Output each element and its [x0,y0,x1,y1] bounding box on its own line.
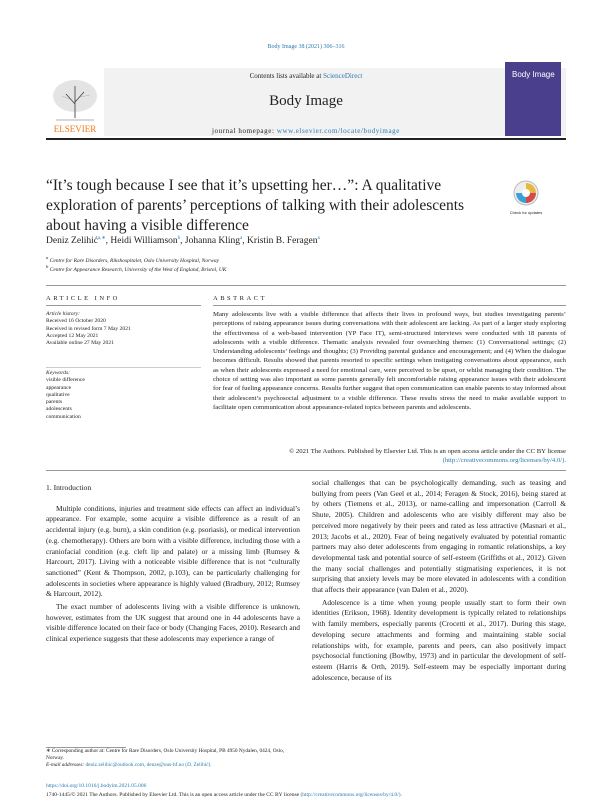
affiliation: $^b$ Centre for Appearance Research, University of the West of England, Bristol, UK [46,264,227,273]
check-for-updates-icon[interactable] [512,179,540,209]
article-history: Article history: Received 16 October 2020 Received in revised form 7 May 2021 Accepted 12 May 2021 Available online 27 May 2021 [46,311,131,347]
keyword: adolescents [46,406,72,413]
keywords-list: Keywords: visible difference appearance qualitative parents adolescents communication [46,370,196,421]
email-link[interactable]: deniz.zelihic@outlook.com, denze@ous-hf.no (D. Zelihić). [85,762,212,768]
divider [46,367,201,368]
article-info-heading: ARTICLE INFO [46,295,120,302]
affiliation: $^a$ Centre for Rare Disorders, Rikshospitalet, Oslo University Hospital, Norway [46,255,220,264]
author-name: Kristin B. Feragen [247,236,318,247]
footnotes: ∗ Corresponding author at: Centre for Rare Disorders, Oslo University Hospital, PB 4950 Nydalen, 0424, Oslo, Norway. E-mail addresses: deniz.zelihic@outlook.com, denze@ous-hf.no (D. Zelihić). [46,748,300,769]
paragraph: Multiple conditions, injuries and treatment side effects can affect an individual’s appearance. For example, some acquire a visible difference as a result of an accidental injury (e.g. burn), a skin condition (e.g. psoriasis), or medical intervention (e.g. chemotherapy). Others are born with a visible difference, including those with a craniofacial condition (e.g. cleft lip and palate) or a missing limb (Rumsey & Harcourt, 2017). Living with a noticeable visible difference that is not “culturally sanctioned” (Kent & Thompson, 2002, p.103), can be particularly challenging for adolescents in societies where appearance is highly valued (Bradbury, 2012; Rumsey & Harcourt, 2012). [46,503,300,599]
divider [46,285,566,286]
paragraph: Adolescence is a time when young people usually start to form their own identities (Erikson, 1968). Identity development is typically related to relationships with family members, especially parents (Crocetti et al., 2017). During this stage, developing secure attachments and forming and maintaining stable social relationships with, for example, parents and peers, can also positively impact psychosocial functioning (Bowlby, 1973) and in particular the development of self-esteem (Harris & Orth, 2019). Self-esteem may be especially important during adolescence, because of its [312,597,566,682]
contents-line: Contents lists available at ScienceDirect [249,72,363,80]
abstract-heading: ABSTRACT [213,295,267,302]
corresponding-author-note: ∗ Corresponding author at: Centre for Rare Disorders, Oslo University Hospital, PB 4950 Nydalen, 0424, Oslo, Norway. [46,748,285,761]
journal-reference[interactable]: Body Image 38 (2021) 306–316 [267,44,345,50]
license-footer: 1740-1445/© 2021 The Authors. Published by Elsevier Ltd. This is an open access article under the CC BY license (http://creativecommons.org/licenses/by/4.0/). [46,792,402,798]
header-rule [46,138,566,140]
keyword: qualitative [46,391,70,398]
journal-homepage: journal homepage: www.elsevier.com/locate/bodyimage [212,127,400,135]
divider [46,305,201,306]
article-title: “It’s tough because I see that it’s upsetting her…”: A qualitative exploration of parents’ perceptions of talking with their adolescents about having a visible difference [46,177,465,234]
homepage-link[interactable]: www.elsevier.com/locate/bodyimage [276,127,400,135]
keyword: communication [46,413,81,420]
author-name: Deniz Zelihić [46,236,98,247]
divider [213,305,566,306]
paragraph: social challenges that can be psychologically demanding, such as teasing and bullying from peers (Van Geel et al., 2014; Feragen & Stock, 2016), being stared at by others (Tiemens et al., 2013), or name-calling and impersonation (Carroll & Shute, 2005). Children and adolescents who are visibly different may also be perceived more negatively by their peers and rated as less attractive (Masnari et al., 2013; Jacobs et al., 2020). Fear of being negatively evaluated by potential romantic partners may also deter adolescents from engaging in romantic relationships, a key developmental task and potential source of self-esteem (Griffiths et al., 2012). Given the many social challenges and potentially stigmatising experiences, it is not surprising that anxiety levels may be more elevated in adolescents with a condition that affects their appearance (van Dalen et al., 2020). [312,478,566,595]
keyword: visible difference [46,377,85,384]
license-link[interactable]: (http://creativecommons.org/licenses/by/4.0/). [442,457,566,465]
section-heading: 1. Introduction [46,483,92,492]
doi-link[interactable]: https://doi.org/10.1016/j.bodyim.2021.05.006 [46,783,147,789]
author-list: Deniz Zelihić$^{a,∗}$, Heidi Williamson$^b$, Johanna Kling$^a$, Kristin B. Feragen$^a$ [46,236,320,247]
author-name: Johanna Kling [184,236,241,247]
keyword: parents [46,399,63,406]
keyword: appearance [46,384,72,391]
abstract-copyright: © 2021 The Authors. Published by Elsevier Ltd. This is an open access article under the CC BY license (http://creativecommons.org/licenses/by/4.0/). [289,448,566,465]
abstract-text: Many adolescents live with a visible difference that affects their lives in profound ways, but studies investigating parents’ perceptions of raising appearance issues during conversations with their adolescent are lacking. As part of a larger study exploring the effectiveness of a web-based intervention (YP Face IT), semi-structured interviews were conducted with 18 parents of adolescents with a visible difference. Thematic analysis revealed four overarching themes: (1) Conversational settings; (2) Understanding adolescents’ feelings and thoughts; (3) Providing parental guidance and encouragement; and (4) When the dialogue becomes difficult. Results showed that parents resorted to specific settings when instigating conversations about appearance, such as when their adolescents expressed a need for emotional care, were perceived to be upset, or whilst managing their condition. The choice of setting was also important as some parents generally felt uncomfortable raising appearance issues with their adolescent for fear of fueling appearance concerns. Results further suggest that open communication can enable parents to stay informed about their adolescent’s psychosocial adjustment to a visible difference. These results stress the need to make available support to facilitate open communication about appearance-related topics between parents and adolescents. [213,311,566,411]
svg-text:ELSEVIER: ELSEVIER [53,124,97,134]
sciencedirect-link[interactable]: ScienceDirect [323,72,363,80]
license-footer-link[interactable]: (http://creativecommons.org/licenses/by/4.0/). [300,792,402,798]
divider [46,470,566,471]
journal-title: Body Image [269,93,343,109]
cover-title: Body Image [512,70,555,79]
body-column-right [312,478,566,683]
author-name: Heidi Williamson [110,236,178,247]
check-for-updates-label[interactable]: Check for updates [509,210,543,215]
body-column-left [46,483,300,645]
paragraph: The exact number of adolescents living with a visible difference is unknown, however, estimates from the UK suggest that around one in 44 adolescents have a visible difference located on their face or body (Changing Faces, 2010). Research and clinical experience suggests that these adolescents may experience a range of [46,602,300,644]
